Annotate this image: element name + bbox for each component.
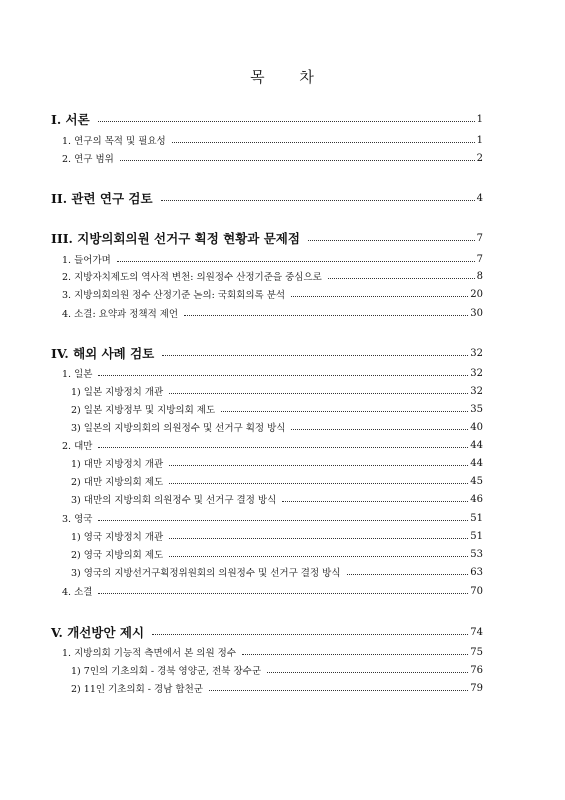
toc-leader-dots	[98, 593, 468, 594]
toc-page-number: 20	[470, 288, 483, 300]
toc-entry-label: 3) 대만의 지방의회 의원정수 및 선거구 결정 방식	[71, 495, 277, 506]
toc-page-number: 32	[470, 385, 483, 397]
toc-section	[0, 435, 565, 455]
toc-subsection	[0, 453, 565, 473]
toc-page-number: 30	[470, 307, 483, 319]
toc-page-number: 35	[470, 403, 483, 415]
toc-entry-label: 1) 영국 지방정치 개관	[71, 532, 164, 543]
toc-section	[0, 642, 565, 662]
toc-section	[0, 148, 565, 168]
toc-entry-label: 2) 11인 기초의회 - 경남 합천군	[71, 684, 203, 695]
toc-chapter	[0, 109, 565, 129]
toc-entry-label: V. 개선방안 제시	[51, 625, 145, 640]
toc-leader-dots	[162, 355, 468, 356]
toc-leader-dots	[242, 654, 468, 655]
toc-leader-dots	[282, 501, 468, 502]
toc-section	[0, 508, 565, 528]
toc-entry-label: 1. 들어가며	[62, 255, 111, 266]
toc-page-number: 45	[470, 475, 483, 487]
toc-page-number: 70	[470, 585, 483, 597]
toc-leader-dots	[347, 574, 469, 575]
toc-entry-label: IV. 해외 사례 검토	[51, 346, 155, 361]
toc-entry-label: 1. 일본	[62, 369, 93, 380]
toc-entry-label: 2. 대만	[62, 441, 93, 452]
toc-page-number: 79	[470, 682, 483, 694]
toc-leader-dots	[120, 160, 475, 161]
toc-entry-label: 1. 연구의 목적 및 필요성	[62, 136, 166, 147]
toc-entry-label: II. 관련 연구 검토	[51, 191, 153, 206]
toc-entry-label: 1) 대만 지방정치 개관	[71, 459, 164, 470]
toc-subsection	[0, 562, 565, 582]
toc-leader-dots	[172, 142, 475, 143]
toc-section	[0, 581, 565, 601]
toc-entry-label: 3) 일본의 지방의회의 의원정수 및 선거구 획정 방식	[71, 423, 286, 434]
toc-chapter	[0, 343, 565, 363]
toc-leader-dots	[117, 261, 475, 262]
toc-page-number: 7	[476, 253, 483, 265]
toc-entry-label: 4. 소결: 요약과 정책적 제언	[62, 309, 179, 320]
toc-entry-label: 1) 7인의 기초의회 - 경북 영양군, 전북 장수군	[71, 666, 261, 677]
toc-entry-label: III. 지방의회의원 선거구 획정 현황과 문제점	[51, 231, 300, 246]
toc-section	[0, 130, 565, 150]
toc-entry-label: 3. 지방의회의원 정수 산정기준 논의: 국회회의록 분석	[62, 290, 286, 301]
toc-page-number: 32	[470, 367, 483, 379]
toc-page-number: 63	[470, 566, 483, 578]
toc-page-number: 74	[470, 626, 483, 638]
toc-leader-dots	[152, 634, 468, 635]
toc-leader-dots	[328, 278, 475, 279]
toc-page-number: 40	[470, 421, 483, 433]
toc-subsection	[0, 417, 565, 437]
toc-entry-label: 3. 영국	[62, 514, 93, 525]
toc-leader-dots	[98, 375, 468, 376]
toc-leader-dots	[98, 520, 468, 521]
toc-section	[0, 284, 565, 304]
toc-section	[0, 266, 565, 286]
toc-page-number: 51	[470, 512, 483, 524]
toc-page-number: 4	[476, 192, 483, 204]
toc-page-number: 44	[470, 457, 483, 469]
toc-chapter	[0, 228, 565, 248]
toc-leader-dots	[308, 240, 475, 241]
toc-page-number: 32	[470, 347, 483, 359]
toc-entry-label: 2) 영국 지방의회 제도	[71, 550, 164, 561]
toc-entry-label: 2) 일본 지방정부 및 지방의회 제도	[71, 405, 216, 416]
toc-entry-label: I. 서론	[51, 112, 90, 127]
toc-page-number: 44	[470, 439, 483, 451]
toc-entry-label: 1) 일본 지방정치 개관	[71, 387, 164, 398]
toc-subsection	[0, 526, 565, 546]
toc-leader-dots	[161, 200, 475, 201]
toc-page-number: 2	[476, 152, 483, 164]
toc-entry-label: 2) 대만 지방의회 제도	[71, 477, 164, 488]
toc-leader-dots	[184, 315, 468, 316]
toc-section	[0, 303, 565, 323]
toc-page-number: 1	[476, 134, 483, 146]
toc-chapter	[0, 188, 565, 208]
toc-subsection	[0, 544, 565, 564]
toc-page-number: 75	[470, 646, 483, 658]
toc-subsection	[0, 660, 565, 680]
toc-entry-label: 2. 연구 범위	[62, 154, 114, 165]
toc-page-number: 53	[470, 548, 483, 560]
toc-subsection	[0, 678, 565, 698]
toc-page-number: 46	[470, 493, 483, 505]
toc-section	[0, 363, 565, 383]
toc-subsection	[0, 381, 565, 401]
toc-page-number: 76	[470, 664, 483, 676]
toc-page-number: 8	[476, 270, 483, 282]
toc-subsection	[0, 489, 565, 509]
toc-page-number: 1	[476, 113, 483, 125]
toc-subsection	[0, 399, 565, 419]
toc-leader-dots	[98, 121, 475, 122]
toc-leader-dots	[209, 690, 468, 691]
toc-leader-dots	[169, 465, 468, 466]
toc-leader-dots	[221, 411, 468, 412]
toc-leader-dots	[291, 296, 468, 297]
toc-leader-dots	[169, 483, 468, 484]
toc-leader-dots	[98, 447, 468, 448]
toc-chapter	[0, 622, 565, 642]
toc-entry-label: 1. 지방의회 기능적 측면에서 본 의원 정수	[62, 648, 237, 659]
toc-leader-dots	[169, 556, 468, 557]
toc-leader-dots	[291, 429, 468, 430]
toc-entry-label: 3) 영국의 지방선거구획정위원회의 의원정수 및 선거구 결정 방식	[71, 568, 341, 579]
toc-subsection	[0, 471, 565, 491]
toc-page-number: 51	[470, 530, 483, 542]
toc-leader-dots	[169, 538, 468, 539]
toc-leader-dots	[267, 672, 468, 673]
toc-page-number: 7	[476, 232, 483, 244]
toc-title: 목 차	[250, 68, 315, 86]
toc-entry-label: 2. 지방자치제도의 역사적 변천: 의원정수 산정기준을 중심으로	[62, 272, 322, 283]
toc-leader-dots	[169, 393, 468, 394]
toc-entry-label: 4. 소결	[62, 587, 93, 598]
